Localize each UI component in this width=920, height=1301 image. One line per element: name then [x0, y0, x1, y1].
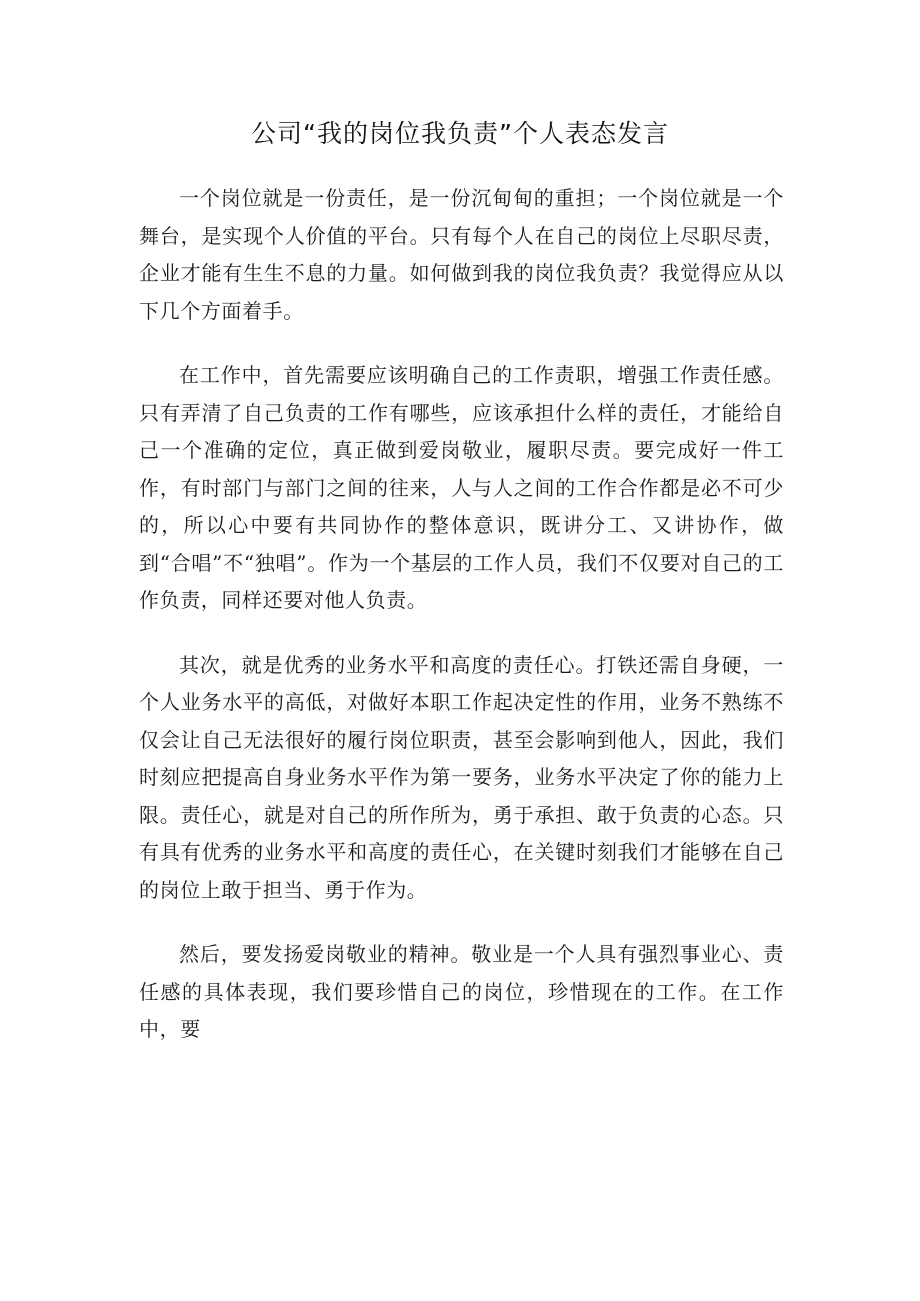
document-title: 公司“我的岗位我负责”个人表态发言	[251, 119, 669, 148]
paragraph-3: 其次，就是优秀的业务水平和高度的责任心。打铁还需自身硬，一个人业务水平的高低，对做好本职工作起决定性的作用，业务不熟练不仅会让自己无法很好的履行岗位职责，甚至会影响到他人，因此，我们时刻应把提高自身业务水平作为第一要务，业务水平决定了你的能力上限。责任心，就是对自己的所作所为，勇于承担、敢于负责的心态。只有具有优秀的业务水平和高度的责任心，在关键时刻我们才能够在自己的岗位上敢于担当、勇于作为。	[139, 652, 784, 902]
document-body	[139, 180, 784, 1076]
paragraph-4: 然后，要发扬爱岗敬业的精神。敬业是一个人具有强烈事业心、责任感的具体表现，我们要珍惜自己的岗位，珍惜现在的工作。在工作中，要	[139, 942, 784, 1041]
paragraph-1: 一个岗位就是一份责任，是一份沉甸甸的重担；一个岗位就是一个舞台，是实现个人价值的平台。只有每个人在自己的岗位上尽职尽责，企业才能有生生不息的力量。如何做到我的岗位我负责？我觉得应从以下几个方面着手。	[139, 186, 784, 323]
paragraph-2: 在工作中，首先需要应该明确自己的工作责职，增强工作责任感。只有弄清了自己负责的工作有哪些，应该承担什么样的责任，才能给自己一个准确的定位，真正做到爱岗敬业，履职尽责。要完成好一件工作，有时部门与部门之间的往来，人与人之间的工作合作都是必不可少的，所以心中要有共同协作的整体意识，既讲分工、又讲协作，做到“合唱”不“独唱”。作为一个基层的工作人员，我们不仅要对自己的工作负责，同样还要对他人负责。	[139, 363, 784, 612]
